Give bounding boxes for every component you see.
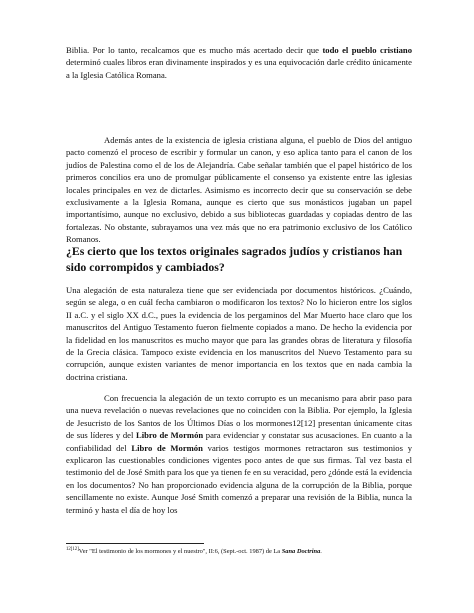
section-heading: ¿Es cierto que los textos originales sagrados judíos y cristianos han sido corrompidos y cambiados?	[66, 244, 403, 274]
footnote-reference: 12[12]	[66, 546, 79, 552]
footnote-divider	[66, 543, 204, 544]
paragraph-text: determinó cuales libros eran divinamente inspirados y es una equivocación darle crédito únicamente a la Iglesia Católica Romana.	[66, 57, 412, 80]
paragraph-canon-conclusion	[66, 44, 412, 81]
footnote-end: .	[320, 548, 322, 555]
paragraph-historical-evidence: Una alegación de esta naturaleza tiene que ser evidenciada por documentos históricos. ¿Cuándo, según se alega, o en cuál fecha cambiaron o modificaron los textos? No lo hicieron entre los siglos II a.C. y el siglo XX d.C., pues la evidencia de los pergaminos del Mar Muerto hace claro que los manuscritos del Antiguo Testamento fueron fielmente copiados a mano. De hecho la evidencia por la fidelidad en los manuscritos es mucho mayor que para las grandes obras de literatura y filosofía de la Grecia clásica. Tampoco existe evidencia en los manuscritos del Nuevo Testamento para su corrupción, aunque existen variantes de menor importancia en los textos que en nada cambia la doctrina cristiana.	[66, 285, 412, 382]
paragraph-old-covenant: Además antes de la existencia de iglesia cristiana alguna, el pueblo de Dios del antiguo pacto comenzó el proceso de escribir y formular un canon, y eso aplica tanto para el canon de los judíos de Palestina como el de los de Alejandría. Cabe señalar también que el papel histórico de los primeros concilios era uno de promulgar públicamente el consenso ya existente entre las iglesias locales principales en vez de dictarles. Asimismo es incorrecto decir que su conservación se debe exclusivamente a la Iglesia Romana, aunque es cierto que sus monásticos jugaban un papel importantísimo, aunque no exclusivo, debido a sus bibliotecas guardadas y copiadas dentro de las fortalezas. No obstante, subrayamos una vez más que no era patrimonio exclusivo de los Católico Romanos.	[66, 135, 412, 245]
footnote-text: Ver "El testimonio de los mormones y el nuestro", II:6, (Sept.-oct. 1987) de	[78, 548, 274, 555]
paragraph-mormon-claims	[66, 392, 412, 516]
paragraph-text: para evidenciar y constatar sus acusaciones. En cuanto a la confiabilidad del	[66, 430, 412, 453]
footnote-source: Sana Doctrina	[281, 548, 321, 555]
book-title: Libro de Mormón	[131, 442, 203, 453]
paragraph-text: Biblia. Por lo tanto, recalcamos que es mucho más acertado decir que	[66, 45, 323, 55]
footnote	[66, 547, 412, 556]
bold-phrase: todo el pueblo cristiano	[322, 45, 412, 55]
book-title: Libro de Mormón	[135, 430, 204, 441]
paragraph-text: Con frecuencia la alegación de un texto corrupto es un mecanismo para abrir paso para una nueva revelación o nuevas revelaciones que no coinciden con la Biblia. Por ejemplo, la Iglesia de Jesucristo de los Santos de los Últimos Días o los mormones12[12] presentan únicamente citas de sus líderes y del	[66, 393, 412, 441]
paragraph-text: varios testigos mormones retractaron sus testimonios y explicaron las cuestionables condiciones vigentes poco antes de que sus firmas. Tal vez basta el testimonio del de José Smith para los que ya tienen fe en su veracidad, pero ¿dónde está la evidencia en los documentos? No han proporcionado evidencia alguna de la corrupción de la Biblia, porque sencillamente no existe. Aunque José Smith comenzó a preparar una revisión de la Biblia, nunca la terminó y hasta el día de hoy los	[66, 442, 412, 515]
footnote-article: La	[273, 548, 282, 555]
